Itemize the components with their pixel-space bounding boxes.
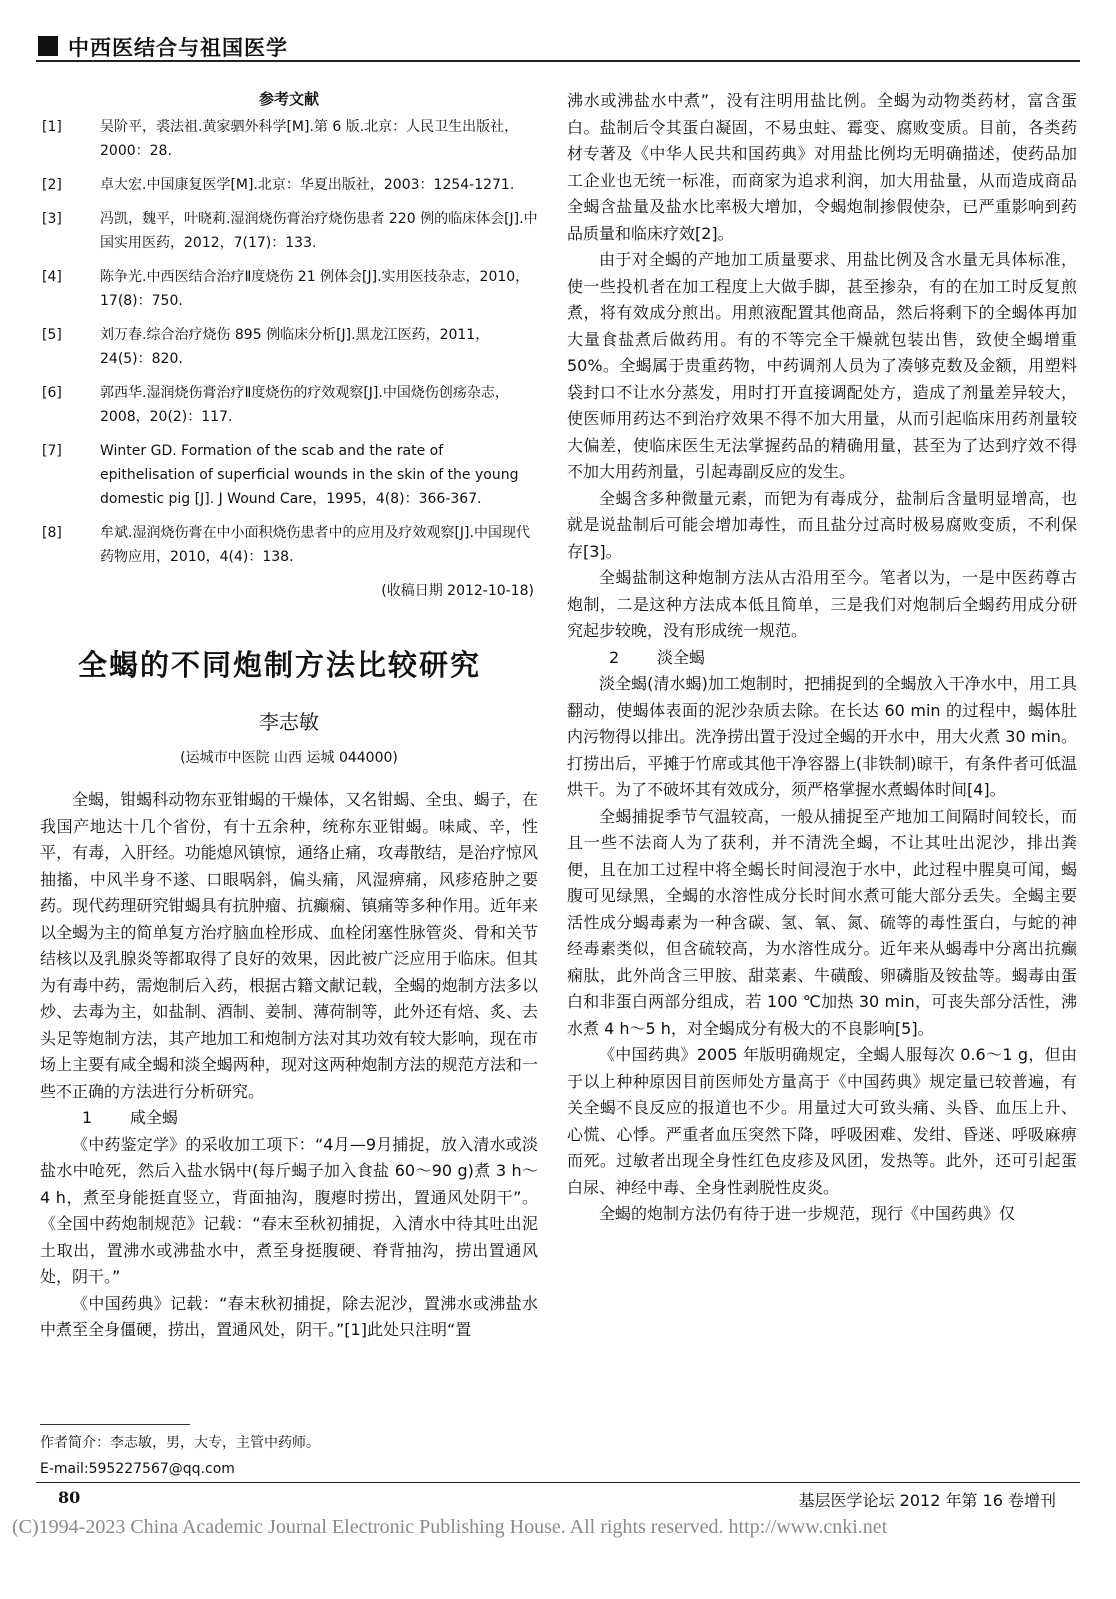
author-info-footnote: 作者简介：李志敏，男，大专，主管中药师。 [40,1435,320,1451]
article-author: 李志敏 [259,710,319,734]
left-column [40,88,538,1344]
header-square-icon [38,36,58,56]
reference-item: [3] 冯凯，魏平，叶晓莉.湿润烧伤膏治疗烧伤患者 220 例的临床体会[J].中国实用医药，2012，7(17)：133. [42,211,538,251]
body-paragraph: 全蝎捕捉季节气温较高，一般从捕捉至产地加工间隔时间较长，而且一些不法商人为了获利，并不清洗全蝎，不让其吐出泥沙，排出粪便，且在加工过程中将全蝎长时间浸泡于水中，此过程中腥臭可闻，蝎腹可见绿黑，全蝎的水溶性成分长时间水煮可能大部分丢失。全蝎主要活性成分蝎毒素为一种含碳、氢、氧、氮、硫等的毒性蛋白，与蛇的神经毒素类似，但含硫较高，为水溶性成分。近年来从蝎毒中分离出抗癫痫肽，此外尚含三甲胺、甜菜素、牛磺酸、卵磷脂及铵盐等。蝎毒由蛋白和非蛋白两部分组成，若 100 ℃加热 30 min，可丧失部分活性，沸水煮 4 h～5 h，对全蝎成分有极大的不良影响[5]。 [567,806,1077,1038]
author-email[interactable]: E-mail:595227567@qq.com [40,1461,235,1477]
footer-rule [36,1482,1080,1483]
body-paragraph: 全蝎，钳蝎科动物东亚钳蝎的干燥体，又名钳蝎、全虫、蝎子，在我国产地达十几个省份，有十五余种，统称东亚钳蝎。味咸、辛，性平，有毒，入肝经。功能熄风镇惊，通络止痛，攻毒散结，是治疗惊风抽搐，中风半身不遂、口眼㖞斜，偏头痛，风湿痹痛，风疹疮肿之要药。现代药理研究钳蝎具有抗肿瘤、抗癫痫、镇痛等多种作用。近年来以全蝎为主的简单复方治疗脑血栓形成、血栓闭塞性脉管炎、骨和关节结核以及乳腺炎等都取得了良好的效果，因此被广泛应用于临床。但其为有毒中药，需炮制后入药，根据古籍文献记载，全蝎的炮制方法多以炒、去毒为主，如盐制、酒制、姜制、薄荷制等，此外还有焙、炙、去头足等炮制方法，其产地加工和炮制方法对其功效有较大影响，现在市场上主要有咸全蝎和淡全蝎两种，现对这两种炮制方法的规范方法和一些不正确的方法进行分析研究。 [40,790,538,1101]
reference-item: [2] 卓大宏.中国康复医学[M].北京：华夏出版社，2003：1254-1271. [42,177,515,193]
body-paragraph: 淡全蝎(清水蝎)加工炮制时，把捕捉到的全蝎放入干净水中，用工具翻动，使蝎体表面的泥沙杂质去除。在长达 60 min 的过程中，蝎体肚内污物得以排出。洗净捞出置于没过全蝎的开水中，用大火煮 30 min。打捞出后，平摊于竹席或其他干净容器上(非铁制)晾干，有条件者可低温烘干。为了不破坏其有效成分，须严格掌握水煮蝎体时间[4]。 [567,674,1077,799]
reference-item: [1] 吴阶平，裘法祖.黄家驷外科学[M].第 6 版.北京：人民卫生出版社，2000：28. [42,119,519,159]
body-paragraph: 《中国药典》2005 年版明确规定，全蝎人服每次 0.6～1 g，但由于以上种种原因目前医师处方量高于《中国药典》规定量已较普遍，有关全蝎不良反应的报道也不少。用量过大可致头痛、头昏、血压上升、心慌、心悸。严重者血压突然下降，呼吸困难、发绀、昏迷、呼吸麻痹而死。过敏者出现全身性红色皮疹及风团，发热等。此外，还可引起蛋白尿、神经中毒、全身性剥脱性皮炎。 [567,1045,1077,1197]
right-column [567,88,1077,1228]
references-heading: 参考文献 [258,90,319,108]
body-paragraph: 沸水或沸盐水中煮”，没有注明用盐比例。全蝎为动物类药材，富含蛋白。盐制后令其蛋白凝固，不易虫蛀、霉变、腐败变质。目前，各类药材专著及《中华人民共和国药典》对用盐比例均无明确描述，使药品加工企业也无统一标准，而商家为追求利润，加大用盐量，从而造成商品全蝎含盐量及盐水比率极大增加，令蝎炮制掺假使杂，已严重影响到药品质量和临床疗效[2]。 [567,91,1077,243]
author-affiliation: (运城市中医院 山西 运城 044000) [180,750,398,766]
body-paragraph: 由于对全蝎的产地加工质量要求、用盐比例及含水量无具体标准，使一些投机者在加工程度上大做手脚，甚至掺杂，有的在加工时反复煎煮，将有效成分煎出。用煎液配置其他商品，然后将剩下的全蝎体再加大量食盐煮后做药用。有的不等完全干燥就包装出售，致使全蝎增重 50%。全蝎属于贵重药物，中药调剂人员为了凑够克数及金额，用塑料袋封口不让水分蒸发，用时打开直接调配处方，造成了剂量差异较大，使医师用药达不到治疗效果不得不加大用量，从而引起临床用药剂量较大偏差，使临床医生无法掌握药品的精确用量，甚至为了达到疗效不得不加大用药剂量，引起毒副反应的发生。 [567,250,1077,481]
article-title: 全蝎的不同炮制方法比较研究 [78,648,482,682]
journal-citation: 基层医学论坛 2012 年第 16 卷增刊 [798,1491,1056,1510]
reference-item: [8] 牟斌.湿润烧伤膏在中小面积烧伤患者中的应用及疗效观察[J].中国现代药物应用，2010，4(4)：138. [42,525,530,565]
footnote-rule [40,1424,190,1425]
reference-item: [4] 陈争光.中西医结合治疗Ⅱ度烧伤 21 例体会[J].实用医技杂志，2010，17(8)：750. [42,269,530,309]
reference-item: [5] 刘万春.综合治疗烧伤 895 例临床分析[J].黑龙江医药，2011，24(5)：820. [42,327,490,367]
body-paragraph: 全蝎的炮制方法仍有待于进一步规范，现行《中国药典》仅 [599,1204,1016,1223]
received-date: (收稿日期 2012-10-18) [381,583,534,599]
reference-item: [7] Winter GD. Formation of the scab and the rate of epithelisation of superficial wounds in the skin of the young domestic pig [J]. J Wound Care，1995，4(8)：366-367. [42,443,519,507]
page-number: 80 [58,1488,81,1507]
body-paragraph: 全蝎盐制这种炮制方法从古沿用至今。笔者以为，一是中医药尊古炮制，二是这种方法成本低且简单，三是我们对炮制后全蝎药用成分研究起步较晚，没有形成统一规范。 [567,568,1077,640]
copyright-watermark: (C)1994-2023 China Academic Journal Electronic Publishing House. All rights reserved. http://www.cnki.net [12,1516,888,1538]
running-header [36,30,1080,62]
body-paragraph: 全蝎含多种微量元素，而钯为有毒成分，盐制后含量明显增高，也就是说盐制后可能会增加毒性，而且盐分过高时极易腐败变质，不利保存[3]。 [567,488,1077,561]
journal-section-title: 中西医结合与祖国医学 [68,36,288,60]
section-heading: 1 咸全蝎 [82,1108,179,1127]
body-paragraph: 《中国药典》记载：“春末秋初捕捉，除去泥沙，置沸水或沸盐水中煮至全身僵硬，捞出，置通风处，阴干。”[1]此处只注明“置 [40,1293,538,1339]
reference-item: [6] 郭西华.湿润烧伤膏治疗Ⅱ度烧伤的疗效观察[J].中国烧伤创疡杂志，2008，20(2)：117. [42,385,509,425]
section-heading: 2 淡全蝎 [609,647,706,667]
body-paragraph: 《中药鉴定学》的采收加工项下：“4月—9月捕捉，放入清水或淡盐水中呛死，然后入盐水锅中(每斤蝎子加入食盐 60～90 g)煮 3 h～4 h，煮至身能挺直竖立，背面抽沟，腹瘪时捞出，置通风处阴干”。《全国中药炮制规范》记载：“春末至秋初捕捉，入清水中待其吐出泥土取出，置沸水或沸盐水中，煮至身挺腹硬、脊背抽沟，捞出置通风处，阴干。” [40,1134,538,1286]
